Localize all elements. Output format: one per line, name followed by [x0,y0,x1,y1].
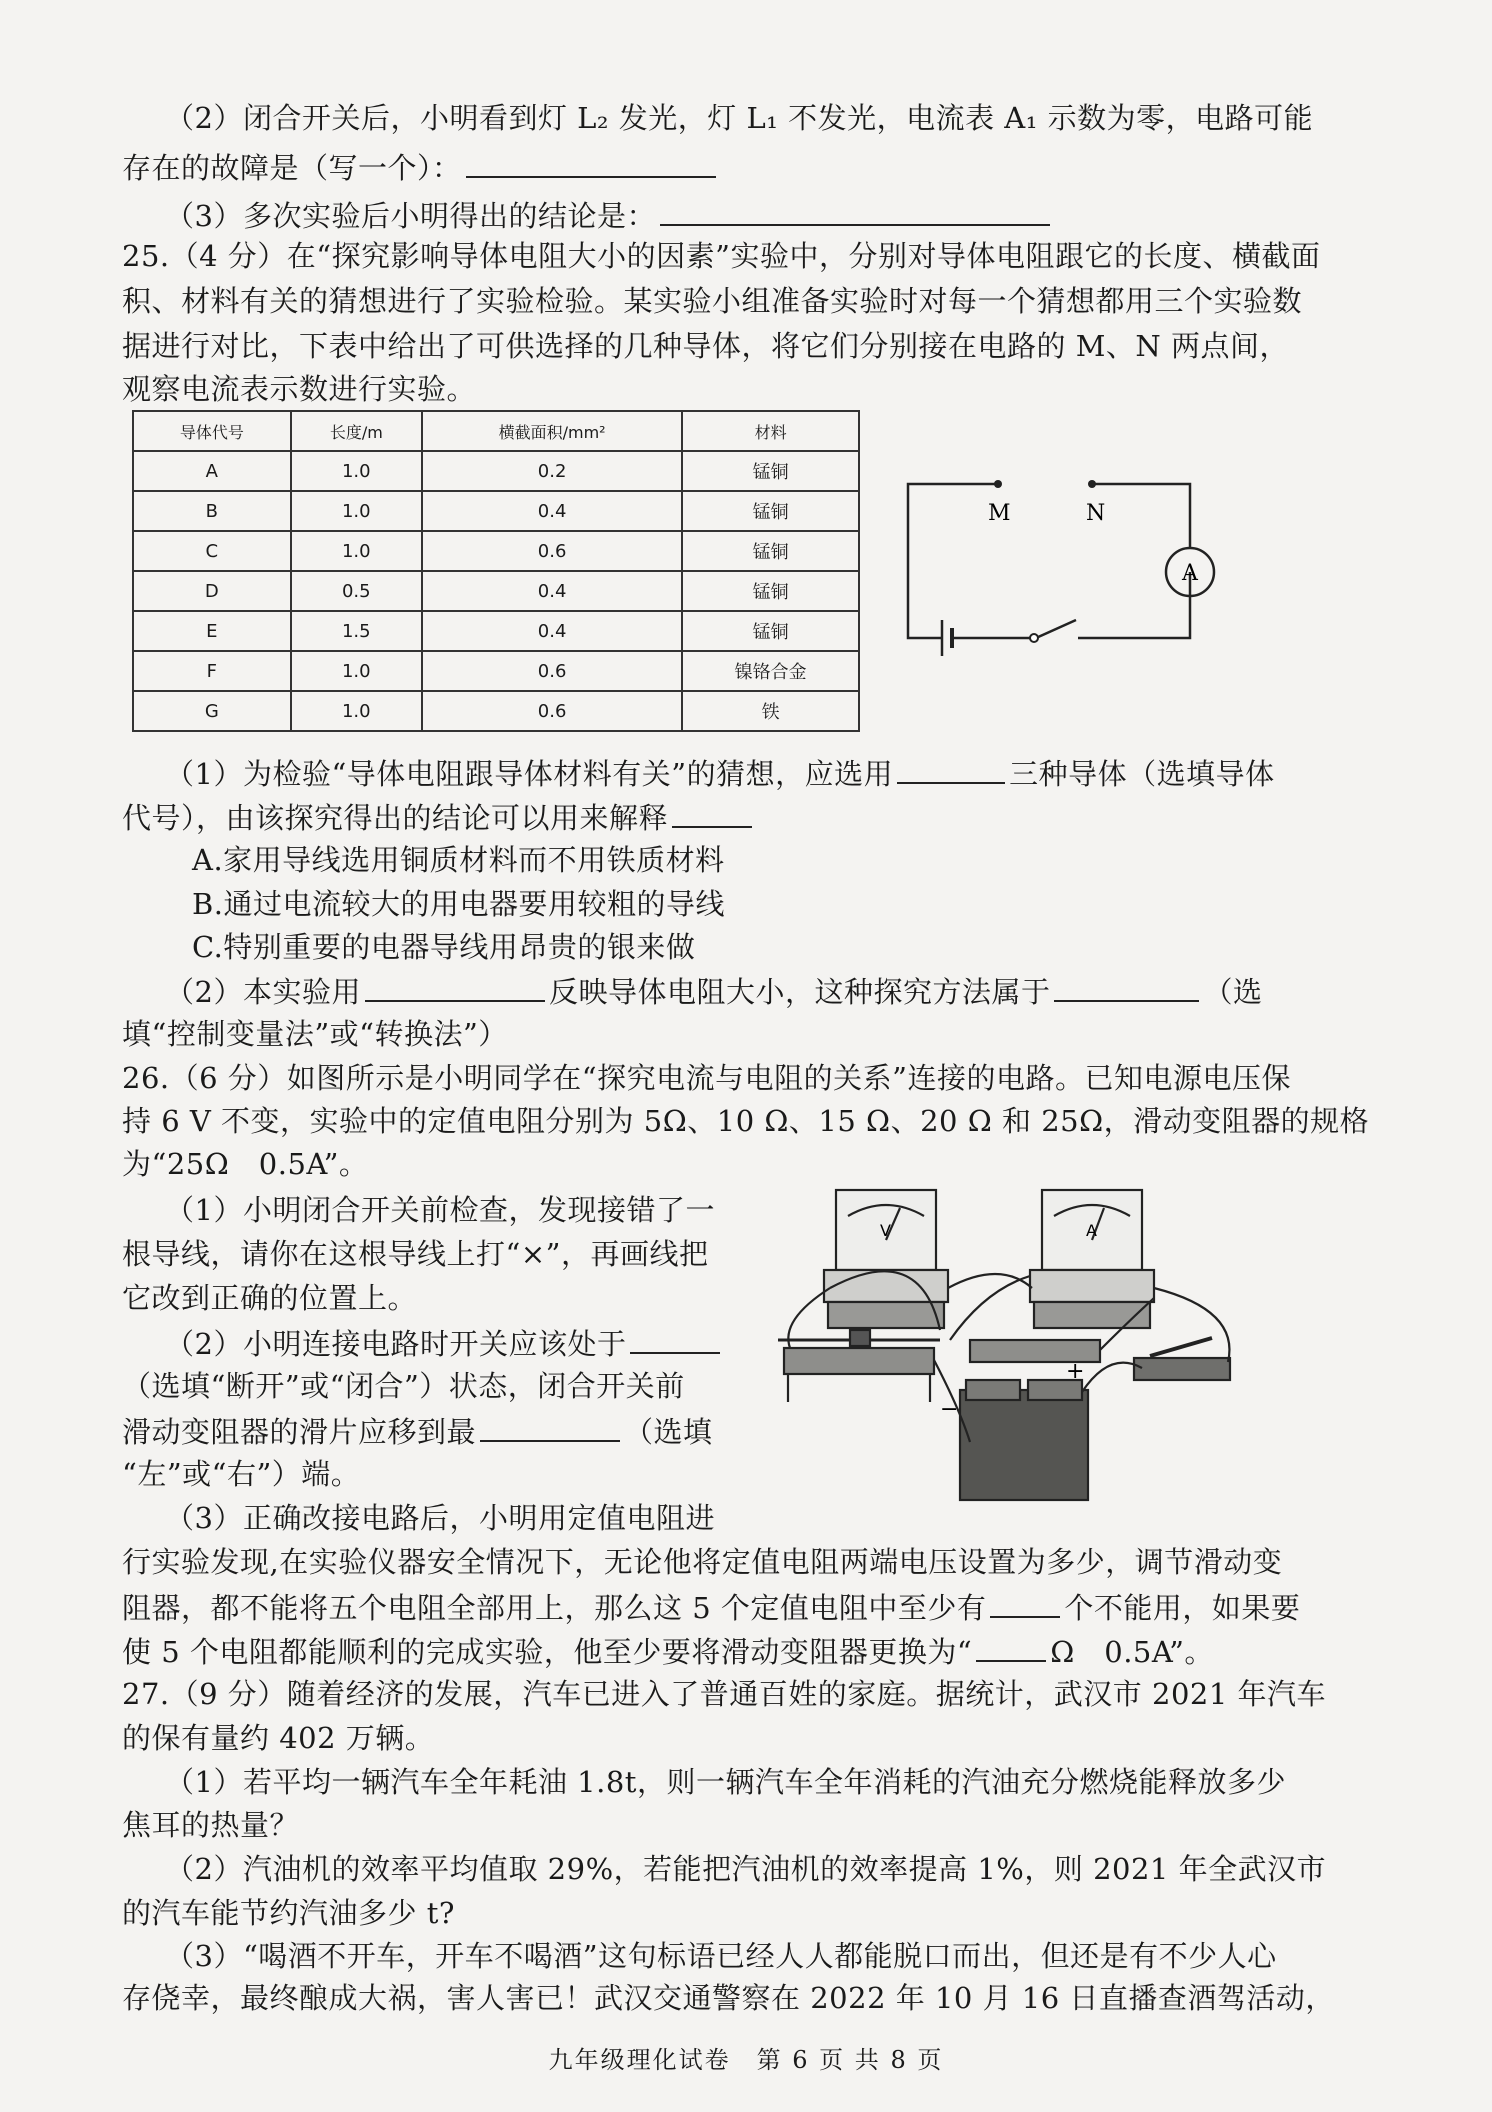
rheostat [784,1348,934,1374]
table-row [133,571,859,611]
table-cell: 1.0 [291,651,422,691]
q25-stem-line1: 25.（4 分）在“探究影响导体电阻大小的因素”实验中，分别对导体电阻跟它的长度、横截面 [122,239,1321,273]
q27-stem-line1: 27.（9 分）随着经济的发展，汽车已进入了普通百姓的家庭。据统计，武汉市 2021 年汽车 [122,1677,1327,1711]
q26-part2-line3-text-b: （选填 [624,1415,713,1449]
q25-part1-line2-text: 代号），由该探究得出的结论可以用来解释 [122,801,669,835]
q25-stem-line3: 据进行对比，下表中给出了可供选择的几种导体，将它们分别接在电路的 M、N 两点间， [122,329,1290,363]
table-row [133,491,859,531]
q26-part3-line4-text-b: Ω 0.5A”。 [1050,1635,1214,1669]
q25-stem-line2: 积、材料有关的猜想进行了实验检验。某实验小组准备实验时对每一个猜想都用三个实验数 [122,284,1303,318]
table-row [133,651,859,691]
table-cell: 1.0 [291,451,422,491]
option-c: C.特别重要的电器导线用昂贵的银来做 [192,930,696,964]
table-cell: 0.5 [291,571,422,611]
q27-part1-line1: （1）若平均一辆汽车全年耗油 1.8t，则一辆汽车全年消耗的汽油充分燃烧能释放多少 [165,1765,1286,1799]
q25-part2-text-c: （选 [1203,975,1263,1009]
q27-stem-line2: 的保有量约 402 万辆。 [122,1721,435,1755]
table-cell: 0.6 [422,531,682,571]
answer-blank[interactable] [672,796,752,828]
answer-blank[interactable] [1054,970,1199,1002]
page-footer: 九年级理化试卷 第 6 页 共 8 页 [548,2046,944,2074]
battery-minus: − [940,1397,959,1422]
switch [1134,1358,1230,1380]
table-cell: 0.6 [422,691,682,731]
answer-blank[interactable] [480,1410,620,1442]
table-cell: 0.4 [422,611,682,651]
table-row [133,611,859,651]
q26-part3-line4 [122,1630,1214,1672]
table-cell: F [133,651,291,691]
q26-part2-line4: “左”或“右”）端。 [122,1457,361,1491]
terminal-n-dot [1088,480,1096,488]
table-header-cell: 导体代号 [133,411,291,451]
q24-part3 [165,194,1054,236]
q26-stem-line3: 为“25Ω 0.5A”。 [122,1147,369,1181]
q26-part2-text: （2）小明连接电路时开关应该处于 [165,1327,627,1361]
q25-part1-text-b: 三种导体（选填导体 [1009,757,1275,791]
q26-part3-line3-text-b: 个不能用，如果要 [1064,1591,1301,1625]
answer-blank[interactable] [660,194,1050,226]
q25-part2-line2: 填“控制变量法”或“转换法”） [122,1017,508,1051]
table-cell: 1.0 [291,531,422,571]
table-cell: 1.5 [291,611,422,651]
q26-part3-line2: 行实验发现,在实验仪器安全情况下，无论他将定值电阻两端电压设置为多少，调节滑动变 [122,1545,1283,1579]
q26-part2-line3-text-a: 滑动变阻器的滑片应移到最 [122,1415,477,1449]
table-row [133,451,859,491]
q26-part1-line1: （1）小明闭合开关前检查，发现接错了一 [165,1193,715,1227]
table-cell: B [133,491,291,531]
answer-blank[interactable] [365,970,545,1002]
table-cell: 锰铜 [682,491,859,531]
q25-part1-line1 [165,752,1275,794]
table-row [133,531,859,571]
answer-blank[interactable] [897,752,1005,784]
battery-plus: + [1066,1359,1085,1384]
table-header-row [133,411,859,451]
q26-part2-line3 [122,1410,713,1452]
q27-part3-line2: 存侥幸，最终酿成大祸，害人害已！武汉交通警察在 2022 年 10 月 16 日直播查酒驾活动， [122,1981,1335,2015]
table-header-cell: 材料 [682,411,859,451]
q27-part3-line1: （3）“喝酒不开车，开车不喝酒”这句标语已经人人都能脱口而出，但还是有不少人心 [165,1939,1277,1973]
table-cell: 1.0 [291,491,422,531]
q25-part1-text-a: （1）为检验“导体电阻跟导体材料有关”的猜想，应选用 [165,757,894,791]
table-cell: A [133,451,291,491]
table-cell: 铁 [682,691,859,731]
q25-part1-line2 [122,796,756,838]
q26-part1-line2: 根导线，请你在这根导线上打“×”，再画线把 [122,1237,709,1271]
conductor-table [132,410,860,732]
q26-part3-line1: （3）正确改接电路后，小明用定值电阻进 [165,1501,715,1535]
answer-blank[interactable] [466,146,716,178]
table-cell: 0.2 [422,451,682,491]
q26-part3-line3-text-a: 阻器，都不能将五个电阻全部用上，那么这 5 个定值电阻中至少有 [122,1591,987,1625]
q26-part3-line4-text-a: 使 5 个电阻都能顺利的完成实验，他至少要将滑动变阻器更换为“ [122,1635,973,1669]
q25-part2-line1 [165,970,1262,1012]
table-header-cell: 长度/m [291,411,422,451]
q26-part1-line3: 它改到正确的位置上。 [122,1281,418,1315]
ammeter-label: A [1182,561,1198,586]
q26-part2-line1 [165,1322,724,1364]
table-cell: D [133,571,291,611]
q26-stem-line2: 持 6 V 不变，实验中的定值电阻分别为 5Ω、10 Ω、15 Ω、20 Ω 和 25Ω，滑动变阻器的规格 [122,1104,1370,1138]
answer-blank[interactable] [990,1586,1060,1618]
q24-part3-text: （3）多次实验后小明得出的结论是： [165,199,656,233]
table-cell: G [133,691,291,731]
q24-part2-text: 存在的故障是（写一个）： [122,151,462,185]
q26-stem-line1: 26.（6 分）如图所示是小明同学在“探究电流与电阻的关系”连接的电路。已知电源电压保 [122,1061,1291,1095]
answer-blank[interactable] [976,1630,1046,1662]
table-cell: 锰铜 [682,531,859,571]
battery-box [960,1390,1088,1500]
option-a: A.家用导线选用铜质材料而不用铁质材料 [192,843,725,877]
table-cell: 0.6 [422,651,682,691]
table-cell: 1.0 [291,691,422,731]
label-m: M [988,501,1011,526]
mn-circuit-diagram [890,470,1220,670]
q24-part2-line1: （2）闭合开关后，小明看到灯 L₂ 发光，灯 L₁ 不发光，电流表 A₁ 示数为零，电路可能 [165,101,1314,135]
answer-blank[interactable] [630,1322,720,1354]
table-cell: C [133,531,291,571]
q25-part2-text-a: （2）本实验用 [165,975,361,1009]
table-cell: 锰铜 [682,571,859,611]
table-cell: 0.4 [422,571,682,611]
table-cell: 镍铬合金 [682,651,859,691]
voltmeter-label: V [880,1221,891,1240]
q27-part1-line2: 焦耳的热量？ [122,1808,300,1842]
table-cell: 锰铜 [682,451,859,491]
switch-pivot [1030,634,1038,642]
table-row [133,691,859,731]
q25-stem-line4: 观察电流表示数进行实验。 [122,372,477,406]
q27-part2-line1: （2）汽油机的效率平均值取 29%，若能把汽油机的效率提高 1%，则 2021 年全武汉市 [165,1852,1327,1886]
q24-part2-line2 [122,146,720,188]
table-cell: 锰铜 [682,611,859,651]
q26-part2-line2: （选填“断开”或“闭合”）状态，闭合开关前 [122,1369,685,1403]
apparatus-illustration [770,1180,1270,1510]
q27-part2-line2: 的汽车能节约汽油多少 t? [122,1896,455,1930]
option-b: B.通过电流较大的用电器要用较粗的导线 [192,887,726,921]
table-header-cell: 横截面积/mm² [422,411,682,451]
q26-part3-line3 [122,1586,1300,1628]
q25-part2-text-b: 反映导体电阻大小，这种探究方法属于 [548,975,1051,1009]
label-n: N [1086,501,1106,526]
table-cell: E [133,611,291,651]
ammeter-label: A [1086,1221,1097,1240]
terminal-m-dot [994,480,1002,488]
table-cell: 0.4 [422,491,682,531]
